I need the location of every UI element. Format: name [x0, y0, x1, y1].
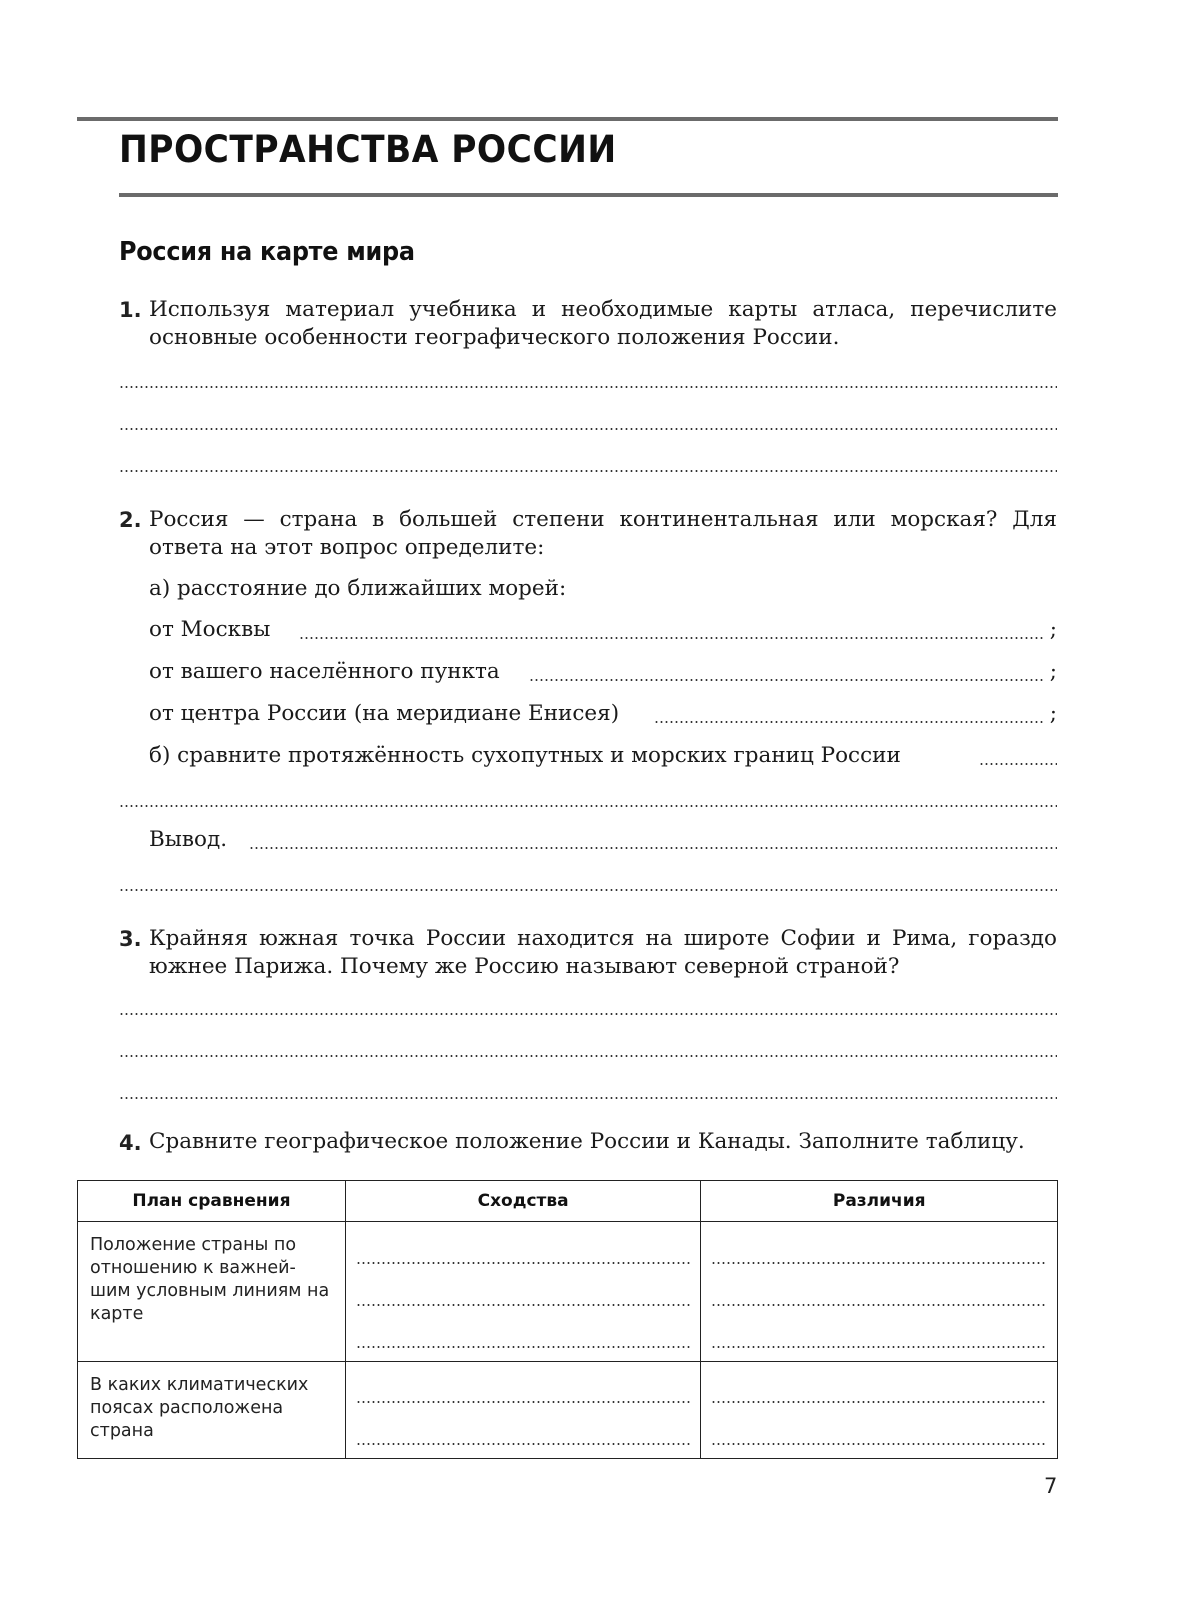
differences-cell[interactable] — [701, 1222, 1058, 1362]
answer-line[interactable] — [119, 805, 1057, 807]
answer-line[interactable] — [711, 1401, 1047, 1403]
top-rule — [77, 117, 1058, 121]
answer-line[interactable] — [119, 470, 1057, 472]
fill-label: от центра России (на меридиане Енисея) — [149, 701, 620, 726]
answer-line[interactable] — [299, 637, 1045, 639]
answer-line[interactable] — [119, 386, 1057, 388]
fill-label: от Москвы — [149, 617, 271, 642]
question-number: 2. — [119, 508, 142, 532]
differences-cell[interactable] — [701, 1362, 1058, 1459]
answer-line[interactable] — [356, 1346, 691, 1348]
answer-line[interactable] — [356, 1262, 691, 1264]
answer-line[interactable] — [711, 1346, 1047, 1348]
answer-line[interactable] — [979, 763, 1057, 765]
answer-line[interactable] — [711, 1443, 1047, 1445]
header-similarities: Сходства — [345, 1181, 701, 1222]
section-title: Россия на карте мира — [119, 237, 415, 267]
header-differences: Различия — [701, 1181, 1058, 1222]
fill-end: ; — [1049, 617, 1057, 642]
question-text: Россия — страна в большей степени континентальная или морская? Для ответа на этот вопрос определите: — [149, 507, 1057, 560]
chapter-title: ПРОСТРАНСТВА РОССИИ — [119, 128, 617, 171]
question-number: 3. — [119, 927, 142, 951]
question-number: 1. — [119, 298, 142, 322]
answer-line[interactable] — [356, 1443, 691, 1445]
question-number: 4. — [119, 1131, 142, 1155]
fill-end: ; — [1049, 701, 1057, 726]
answer-line[interactable] — [711, 1304, 1047, 1306]
fill-row-moscow — [149, 617, 1057, 645]
fill-end: ; — [1049, 659, 1057, 684]
answer-line[interactable] — [119, 428, 1057, 430]
conclusion-label: Вывод. — [149, 827, 228, 852]
part-b-row — [149, 743, 1057, 771]
question-text: Сравните географическое положение России и Канады. Заполните таблицу. — [149, 1129, 1025, 1154]
header-plan: План сравнения — [78, 1181, 346, 1222]
table-header-row — [78, 1181, 1058, 1222]
fill-row-yenisei — [149, 701, 1057, 729]
answer-line[interactable] — [119, 1013, 1057, 1015]
part-a-label: а) расстояние до ближайших морей: — [149, 576, 567, 601]
title-underline-rule — [119, 193, 1058, 197]
plan-cell: Положение страны по отношению к важней-шим условным линиям на карте — [78, 1222, 346, 1362]
answer-line[interactable] — [119, 1097, 1057, 1099]
answer-line[interactable] — [711, 1262, 1047, 1264]
similarities-cell[interactable] — [345, 1222, 701, 1362]
answer-line[interactable] — [356, 1401, 691, 1403]
answer-line[interactable] — [654, 721, 1045, 723]
plan-cell: В каких климатических поясах расположена страна — [78, 1362, 346, 1459]
answer-line[interactable] — [356, 1304, 691, 1306]
answer-line[interactable] — [529, 679, 1045, 681]
table-row — [78, 1362, 1058, 1459]
answer-line[interactable] — [119, 889, 1057, 891]
conclusion-row — [149, 827, 1057, 855]
answer-line[interactable] — [249, 847, 1057, 849]
table-row — [78, 1222, 1058, 1362]
similarities-cell[interactable] — [345, 1362, 701, 1459]
answer-line[interactable] — [119, 1055, 1057, 1057]
question-text: Крайняя южная точка России находится на широте Софии и Рима, гораздо южнее Парижа. Почему же Россию называют северной страной? — [149, 926, 1057, 979]
fill-row-settlement — [149, 659, 1057, 687]
page-number: 7 — [1044, 1474, 1058, 1498]
comparison-table — [77, 1180, 1058, 1459]
question-text: Используя материал учебника и необходимые карты атласа, перечислите основные особенности географического положения России. — [149, 297, 1057, 350]
fill-label: от вашего населённого пункта — [149, 659, 500, 684]
part-b-label: б) сравните протяжённость сухопутных и морских границ России — [149, 743, 901, 768]
